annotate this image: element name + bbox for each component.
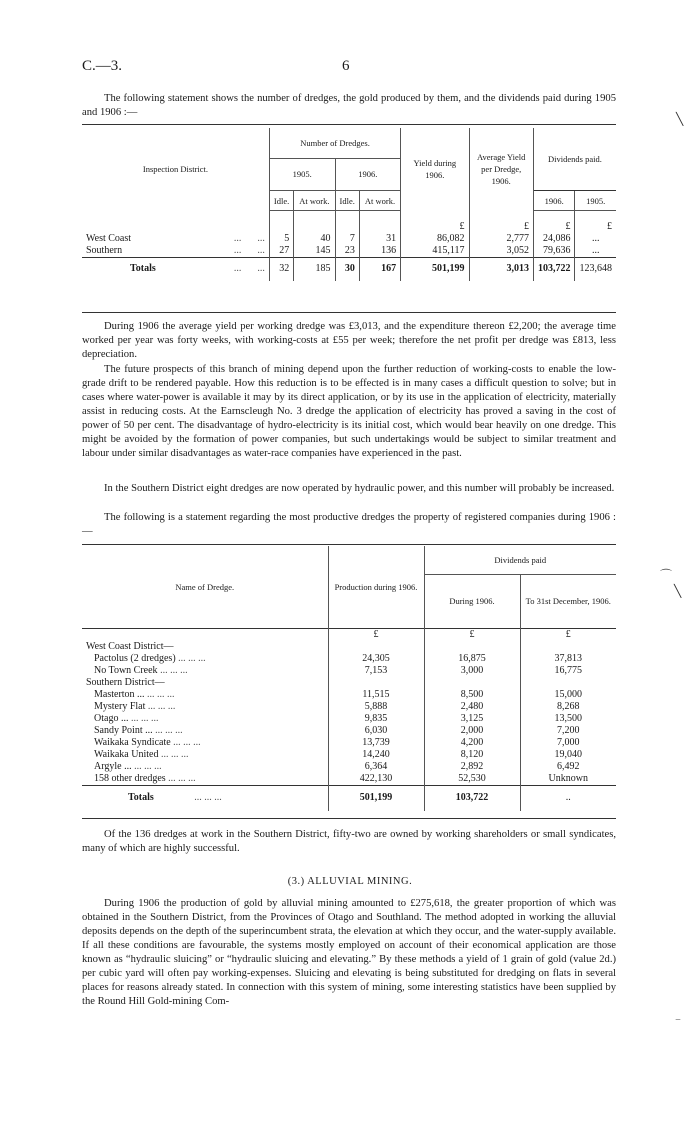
during-value: 16,875 [424,653,520,665]
paragraph-southern-hydraulic: In the Southern District eight dredges are now operated by hydraulic power, and this number will probably be increased. [104,483,615,494]
to-date-value: 7,000 [520,737,616,749]
total-idle-1905: 32 [269,257,293,281]
to-date-value: 19,040 [520,749,616,761]
currency-yield: £ [401,211,469,233]
average-value: 3,052 [469,245,533,258]
header-atwork-1906: At work. [359,191,400,211]
table-row [82,749,616,761]
total-to-date: .. [520,785,616,811]
yield-value: 86,082 [401,233,469,245]
dredge-name: Waikaka Syndicate [94,736,171,748]
atwork-1906: 31 [359,233,400,245]
dredge-name: Otago ... [94,712,129,724]
to-date-value: Unknown [520,773,616,786]
table-row [82,737,616,749]
table-row [82,701,616,713]
district-name: Southern [86,244,123,256]
during-value: 8,500 [424,689,520,701]
leader-dots: ... ... ... [168,772,196,784]
leader-dots: ... ... ... [178,652,206,664]
header-dividends-paid: Dividends paid. [533,128,616,191]
leader-dots: ... ... ... [134,760,162,772]
dredge-name: Sandy Point ... [94,724,153,736]
table1-top-rule [82,124,616,125]
production-value: 422,130 [328,773,424,786]
production-value: 11,515 [328,689,424,701]
header-idle-1906: Idle. [335,191,359,211]
table-row [82,641,616,653]
header-atwork-1905: At work. [294,191,335,211]
dredge-name: Masterton ... [94,688,145,700]
idle-1905: 27 [269,245,293,258]
leader-dots: ... ... ... [160,748,189,760]
table1-bottom-rule [82,312,616,313]
totals-label: Totals [128,792,154,804]
idle-1906: 7 [335,233,359,245]
during-value: 3,125 [424,713,520,725]
currency-during: £ [424,628,520,641]
to-date-value: 16,775 [520,665,616,677]
leader-dots: ... [233,232,242,244]
to-date-value: 6,492 [520,761,616,773]
scan-mark: ╲ [674,584,682,598]
totals-label: Totals [82,257,230,281]
productive-dredges-table [82,546,616,811]
idle-1905: 5 [269,233,293,245]
div-1906-value: 24,086 [533,233,575,245]
district-name: West Coast [86,232,132,244]
during-value: 52,530 [424,773,520,786]
during-value: 2,000 [424,725,520,737]
header-yield: Yield during 1906. [401,128,469,211]
atwork-1905: 145 [294,245,335,258]
during-value: 8,120 [424,749,520,761]
header-average-yield: Average Yield per Dredge, 1906. [469,128,533,211]
report-reference: C.—3. [82,58,123,74]
dredge-name: Mystery Flat [94,700,146,712]
paragraph-average-yield: During 1906 the average yield per working dredge was £3,013, and the expenditure thereon £2,200; the average time worked per year was forty weeks, with working-costs at £55 per week; therefore the net profit per dredge was £813, less depreciation. [82,321,616,360]
total-production: 501,199 [328,785,424,811]
leader-dots: ... ... ... [194,792,222,804]
header-idle-1905: Idle. [269,191,293,211]
atwork-1905: 40 [294,233,335,245]
leader-dots: ... ... ... [130,712,159,724]
table-row [82,773,616,786]
production-value: 6,364 [328,761,424,773]
total-div-1905: 123,648 [575,257,616,281]
table-row [82,677,616,689]
header-div-1906: 1906. [533,191,575,211]
production-value: 24,305 [328,653,424,665]
production-value: 7,153 [328,665,424,677]
production-value: 13,739 [328,737,424,749]
leader-dots: ... [233,244,242,256]
currency-to: £ [520,628,616,641]
during-value: 2,892 [424,761,520,773]
total-during: 103,722 [424,785,520,811]
header-name-of-dredge: Name of Dredge. [175,581,235,592]
production-value: 5,888 [328,701,424,713]
total-atwork-1906: 167 [359,257,400,281]
dredge-summary-table [82,128,616,281]
table-row [82,653,616,665]
table-row [82,245,616,258]
totals-row [82,785,616,811]
to-date-value: 8,268 [520,701,616,713]
section-heading-alluvial-mining: (3.) ALLUVIAL MINING. [287,876,413,887]
currency-avg: £ [469,211,533,233]
idle-1906: 23 [335,245,359,258]
leader-dots: ... [230,257,250,281]
leader-dots: ... ... ... [147,700,176,712]
total-idle-1906: 30 [335,257,359,281]
to-date-value: 7,200 [520,725,616,737]
table-row [82,761,616,773]
currency-div1906: £ [533,211,575,233]
paragraph-southern-dredges: Of the 136 dredges at work in the Southern District, fifty-two are owned by working shareholders or small syndicates, many of which are highly successful. [82,829,616,854]
total-average: 3,013 [469,257,533,281]
atwork-1906: 136 [359,245,400,258]
during-value: 2,480 [424,701,520,713]
header-1905: 1905. [269,158,335,190]
to-date-value: 15,000 [520,689,616,701]
leader-dots: ... ... ... [160,664,188,676]
district-group-label: Southern District— [86,676,165,688]
page-number: 6 [342,58,350,74]
dredge-name: Argyle ... [94,760,132,772]
div-1905-value: ... [575,233,616,245]
paragraph-future-prospects: The future prospects of this branch of mining depend upon the further reduction of working-costs to enable the low-grade drift to be rendered payable. How this reduction is to be effected is in many cases a difficult question to solve; but in cases where water-power is available it may by its direct application, or by its use in the application of electricity, materially assist in reducing costs. At the Earnscleugh No. 3 dredge the application of electricity has proved a saving in the cost of power of 50 per cent. The disadvantage of hydro-electricity is its initial cost, which would bear heavily on one dredge. This might be avoided by the formation of power companies, but such undertakings would be subject to similar treatment and labour under similar disadvantages as water-race companies have experienced in the past. [82,364,616,459]
to-date-value: 13,500 [520,713,616,725]
table-row [82,713,616,725]
div-1905-value: ... [575,245,616,258]
average-value: 2,777 [469,233,533,245]
production-value: 14,240 [328,749,424,761]
header-to-31-dec: To 31st December, 1906. [520,574,616,628]
dredge-name: Pactolus (2 dredges) [94,652,176,664]
paragraph-productive-intro: The following is a statement regarding the most productive dredges the property of registered companies during 1906 :— [82,512,616,537]
dredge-name: Waikaka United [94,748,159,760]
header-dividends: Dividends paid [424,546,616,574]
dredge-name: No Town Creek [94,664,158,676]
leader-dots: ... [257,232,265,244]
header-1906: 1906. [335,158,401,190]
table-row [82,665,616,677]
currency-production: £ [328,628,424,641]
table-row [82,725,616,737]
totals-row [82,257,616,281]
scan-mark: ‾ [676,1018,680,1032]
to-date-value: 37,813 [520,653,616,665]
leader-dots: ... ... ... [173,736,201,748]
district-group-label: West Coast District— [86,640,174,652]
total-atwork-1905: 185 [294,257,335,281]
header-during-1906: During 1906. [424,574,520,628]
leader-dots: ... [250,257,270,281]
scan-mark: ╲ [676,112,684,126]
header-div-1905: 1905. [575,191,616,211]
leader-dots: ... [257,244,265,256]
production-value: 9,835 [328,713,424,725]
total-yield: 501,199 [401,257,469,281]
during-value: 4,200 [424,737,520,749]
intro-paragraph: The following statement shows the number of dredges, the gold produced by them, and the dividends paid during 1905 and 1906 :— [82,93,616,118]
during-value: 3,000 [424,665,520,677]
leader-dots: ... ... ... [155,724,183,736]
total-div-1906: 103,722 [533,257,575,281]
table-row [82,233,616,245]
table-row [82,689,616,701]
currency-div1905: £ [575,211,616,233]
paragraph-alluvial-mining: During 1906 the production of gold by alluvial mining amounted to £275,618, the greater proportion of which was obtained in the Southern District, from the Provinces of Otago and Southland. The method adopted in working the alluvial deposits depends on the depth of the superincumbent strata, the elevation at which they occur, and the water-supply available. If all these conditions are favourable, the systems mostly employed on account of their economical application are those known as “hydraulic sluicing” or “hydraulic sluicing and elevating.” By these methods a yield of 1 grain of gold (value 2d.) per cubic yard will often pay working-expenses. Sluicing and elevating is being substituted for dredging on flats in several places for reasons already stated. In connection with this system of mining, some interesting statistics have been supplied by the Round Hill Gold-mining Com- [82,898,616,1007]
production-value: 6,030 [328,725,424,737]
scan-mark: ⌒ [660,568,673,582]
table2-bottom-rule [82,818,616,819]
yield-value: 415,117 [401,245,469,258]
header-inspection-district: Inspection District. [142,164,209,175]
dredge-name: 158 other dredges [94,772,166,784]
table2-top-rule [82,544,616,545]
div-1906-value: 79,636 [533,245,575,258]
header-production: Production during 1906. [328,546,424,628]
leader-dots: ... ... ... [147,688,175,700]
header-number-of-dredges: Number of Dredges. [269,128,400,158]
